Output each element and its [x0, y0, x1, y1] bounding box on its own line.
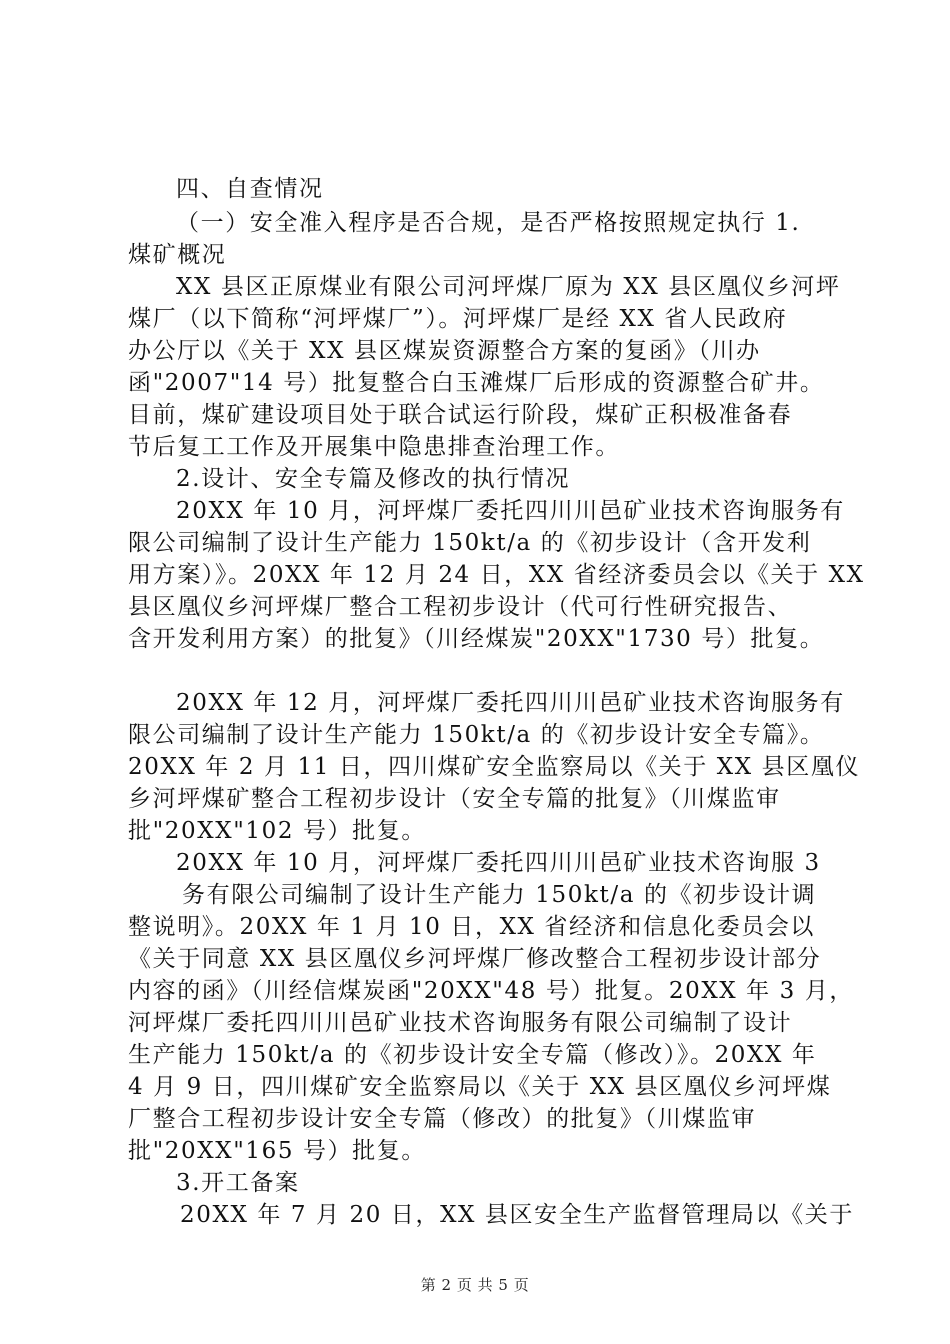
paragraph-line: 4 月 9 日，四川煤矿安全监察局以《关于 XX 县区凰仪乡河坪煤: [128, 1074, 832, 1100]
paragraph-line: XX 县区正原煤业有限公司河坪煤厂原为 XX 县区凰仪乡河坪: [176, 274, 841, 300]
subsection-heading: （一）安全准入程序是否合规，是否严格按照规定执行 1.: [176, 210, 801, 236]
paragraph-line: 煤矿概况: [128, 242, 227, 268]
paragraph-line: 办公厅以《关于 XX 县区煤炭资源整合方案的复函》（川办: [128, 338, 761, 364]
paragraph-line: 20XX 年 12 月，河坪煤厂委托四川川邑矿业技术咨询服务有: [176, 690, 845, 716]
paragraph-line: 县区凰仪乡河坪煤厂整合工程初步设计（代可行性研究报告、: [128, 594, 793, 620]
page-number-footer: 第 2 页 共 5 页: [420, 1276, 530, 1294]
section-heading: 四、自查情况: [176, 176, 324, 202]
paragraph-line: 乡河坪煤矿整合工程初步设计（安全专篇的批复》（川煤监审: [128, 786, 781, 812]
paragraph-line: 整说明》。20XX 年 1 月 10 日，XX 省经济和信息化委员会以: [128, 914, 816, 940]
paragraph-line: 河坪煤厂委托四川川邑矿业技术咨询服务有限公司编制了设计: [128, 1010, 793, 1036]
paragraph-line: 目前，煤矿建设项目处于联合试运行阶段，煤矿正积极准备春: [128, 402, 793, 428]
paragraph-line: 20XX 年 10 月，河坪煤厂委托四川川邑矿业技术咨询服 3: [176, 850, 821, 876]
paragraph-line: 《关于同意 XX 县区凰仪乡河坪煤厂修改整合工程初步设计部分: [128, 946, 822, 972]
paragraph-line: 煤厂（以下简称“河坪煤厂”）。河坪煤厂是经 XX 省人民政府: [128, 306, 788, 332]
paragraph-line: 批"20XX"102 号）批复。: [128, 818, 426, 844]
paragraph-line: 节后复工工作及开展集中隐患排查治理工作。: [128, 434, 620, 460]
paragraph-line: 务有限公司编制了设计生产能力 150kt/a 的《初步设计调: [182, 882, 817, 908]
paragraph-line: 函"2007"14 号）批复整合白玉滩煤厂后形成的资源整合矿井。: [128, 370, 825, 396]
paragraph-line: 20XX 年 7 月 20 日，XX 县区安全生产监督管理局以《关于: [180, 1202, 854, 1228]
paragraph-line: 20XX 年 2 月 11 日，四川煤矿安全监察局以《关于 XX 县区凰仪: [128, 754, 861, 780]
paragraph-line: 20XX 年 10 月，河坪煤厂委托四川川邑矿业技术咨询服务有: [176, 498, 845, 524]
paragraph-line: 限公司编制了设计生产能力 150kt/a 的《初步设计（含开发利: [128, 530, 812, 556]
paragraph-line: 含开发利用方案）的批复》（川经煤炭"20XX"1730 号）批复。: [128, 626, 825, 652]
paragraph-line: 限公司编制了设计生产能力 150kt/a 的《初步设计安全专篇》。: [128, 722, 825, 748]
paragraph-line: 厂整合工程初步设计安全专篇（修改）的批复》（川煤监审: [128, 1106, 757, 1132]
paragraph-line: 用方案）》。20XX 年 12 月 24 日，XX 省经济委员会以《关于 XX: [128, 562, 865, 588]
paragraph-line: 内容的函》（川经信煤炭函"20XX"48 号）批复。20XX 年 3 月，: [128, 978, 855, 1004]
subsection-heading: 2.设计、安全专篇及修改的执行情况: [176, 466, 571, 492]
subsection-heading: 3.开工备案: [176, 1170, 300, 1196]
paragraph-line: 批"20XX"165 号）批复。: [128, 1138, 426, 1164]
paragraph-line: 生产能力 150kt/a 的《初步设计安全专篇（修改）》。20XX 年: [128, 1042, 817, 1068]
